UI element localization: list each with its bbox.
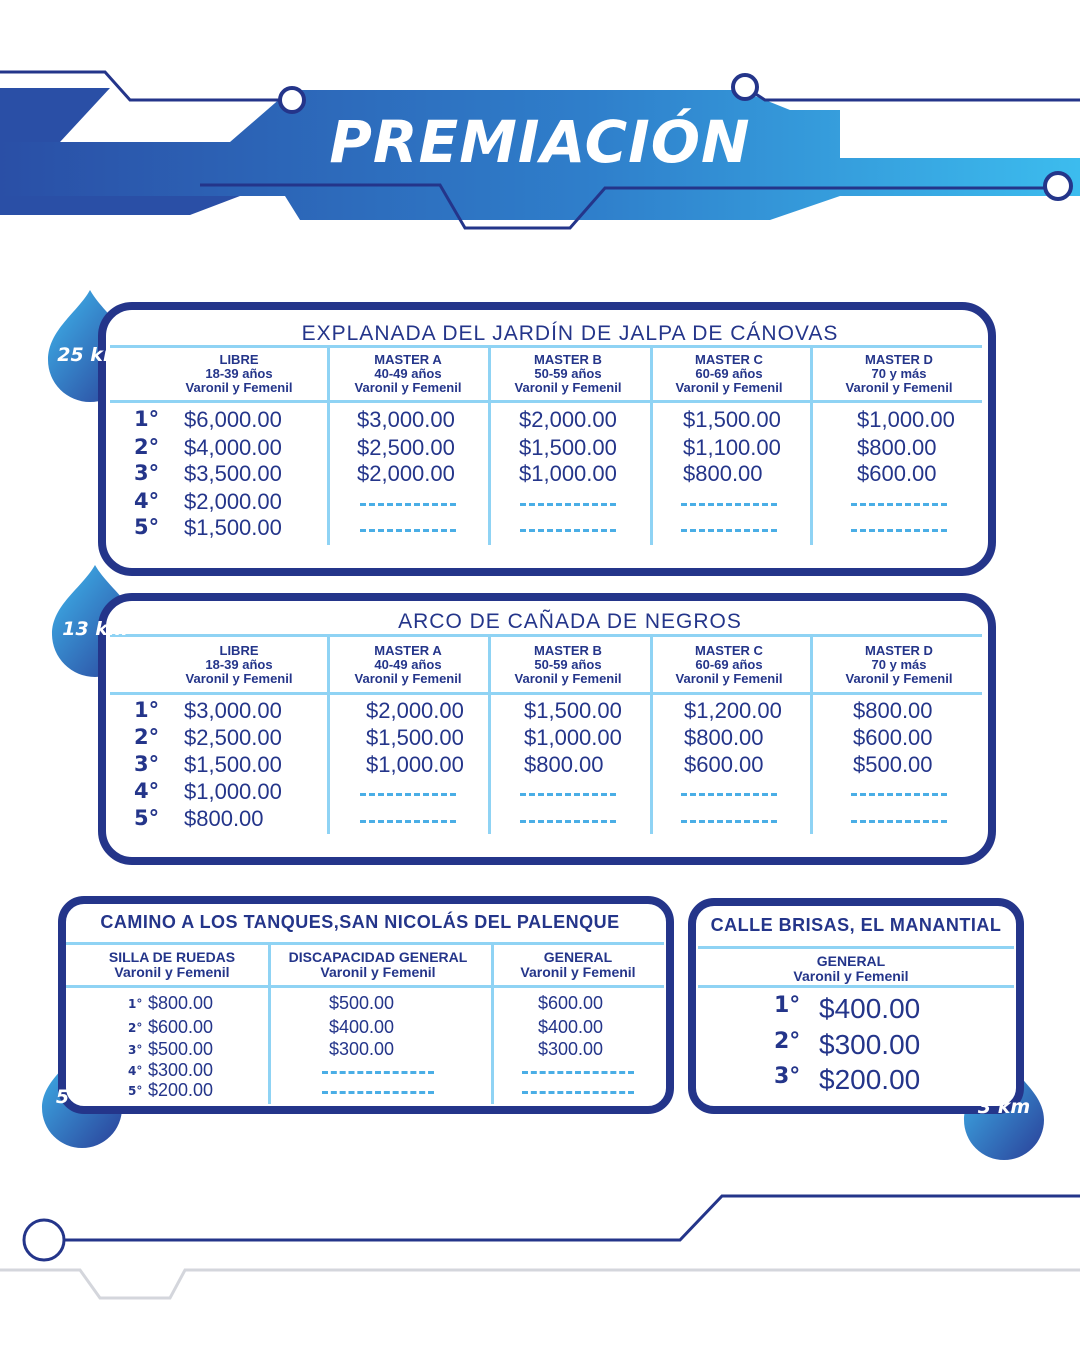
prize-value: $1,500.00 bbox=[184, 752, 282, 777]
category-gender: Varonil y Femenil bbox=[520, 964, 636, 980]
category-name: MASTER D bbox=[865, 643, 933, 658]
divider bbox=[66, 985, 664, 988]
prize-value: $1,000.00 bbox=[857, 407, 955, 432]
divider bbox=[110, 345, 982, 348]
place-label: 1° bbox=[128, 997, 143, 1011]
prize-value: $1,000.00 bbox=[519, 461, 617, 486]
prize-value: $3,000.00 bbox=[357, 407, 455, 432]
category-gender: Varonil y Femenil bbox=[354, 671, 462, 686]
place-label: 2° bbox=[774, 1029, 801, 1054]
empty-prize-dashes bbox=[851, 820, 947, 823]
distance-label-5km: 5 km bbox=[55, 1086, 109, 1108]
category-gender: Varonil y Femenil bbox=[185, 380, 293, 395]
empty-prize-dashes bbox=[520, 503, 616, 506]
prize-value: $800.00 bbox=[857, 435, 937, 460]
place-label: 1° bbox=[774, 993, 801, 1018]
prize-value: $300.00 bbox=[819, 1029, 921, 1060]
category-gender: Varonil y Femenil bbox=[354, 380, 462, 395]
empty-prize-dashes bbox=[520, 529, 616, 532]
category-ages: 18-39 años bbox=[205, 657, 273, 672]
place-label: 3° bbox=[128, 1043, 143, 1057]
category-name: MASTER A bbox=[374, 352, 442, 367]
empty-prize-dashes bbox=[322, 1071, 434, 1074]
empty-prize-dashes bbox=[522, 1071, 634, 1074]
category-gender: Varonil y Femenil bbox=[845, 671, 953, 686]
category-ages: 70 y más bbox=[871, 366, 927, 381]
category-ages: 18-39 años bbox=[205, 366, 273, 381]
prize-value: $500.00 bbox=[853, 752, 933, 777]
divider bbox=[66, 942, 664, 945]
prize-value: $1,500.00 bbox=[519, 435, 617, 460]
prize-value: $3,000.00 bbox=[184, 698, 282, 723]
divider bbox=[698, 985, 1014, 988]
prize-value: $400.00 bbox=[329, 1017, 395, 1037]
empty-prize-dashes bbox=[360, 793, 456, 796]
place-label: 2° bbox=[134, 435, 160, 459]
location-25km: EXPLANADA DEL JARDÍN DE JALPA DE CÁNOVAS bbox=[301, 322, 839, 345]
prize-value: $300.00 bbox=[148, 1060, 214, 1080]
prize-value: $1,500.00 bbox=[366, 725, 464, 750]
category-name: LIBRE bbox=[219, 643, 259, 658]
category-gender: Varonil y Femenil bbox=[514, 380, 622, 395]
category-name: MASTER A bbox=[374, 643, 442, 658]
prize-value: $1,100.00 bbox=[683, 435, 781, 460]
category-ages: 50-59 años bbox=[534, 657, 602, 672]
column-divider bbox=[810, 634, 813, 834]
category-ages: 60-69 años bbox=[695, 366, 763, 381]
prize-value: $400.00 bbox=[538, 1017, 604, 1037]
distance-label-13km: 13 km bbox=[62, 618, 128, 640]
category-name: LIBRE bbox=[219, 352, 259, 367]
prize-value: $1,500.00 bbox=[683, 407, 781, 432]
prize-value: $800.00 bbox=[524, 752, 604, 777]
category-gender: Varonil y Femenil bbox=[114, 964, 230, 980]
divider bbox=[110, 400, 982, 403]
prize-value: $1,500.00 bbox=[524, 698, 622, 723]
prize-value: $800.00 bbox=[683, 461, 763, 486]
category-ages: 70 y más bbox=[871, 657, 927, 672]
place-label: 2° bbox=[128, 1021, 143, 1035]
prize-value: $600.00 bbox=[857, 461, 937, 486]
prize-value: $2,000.00 bbox=[366, 698, 464, 723]
divider bbox=[698, 946, 1014, 949]
category-name: DISCAPACIDAD GENERAL bbox=[288, 949, 468, 965]
prize-value: $4,000.00 bbox=[184, 435, 282, 460]
prize-value: $600.00 bbox=[684, 752, 764, 777]
prize-value: $1,000.00 bbox=[366, 752, 464, 777]
prize-value: $600.00 bbox=[853, 725, 933, 750]
category-ages: 50-59 años bbox=[534, 366, 602, 381]
prize-value: $2,500.00 bbox=[357, 435, 455, 460]
category-ages: 40-49 años bbox=[374, 657, 442, 672]
prize-value: $1,000.00 bbox=[184, 779, 282, 804]
place-label: 5° bbox=[134, 515, 160, 539]
prize-value: $300.00 bbox=[538, 1039, 604, 1059]
category-ages: 60-69 años bbox=[695, 657, 763, 672]
category-gender: Varonil y Femenil bbox=[675, 380, 783, 395]
empty-prize-dashes bbox=[522, 1091, 634, 1094]
empty-prize-dashes bbox=[681, 503, 777, 506]
category-name: GENERAL bbox=[543, 949, 613, 965]
empty-prize-dashes bbox=[681, 820, 777, 823]
prize-value: $2,500.00 bbox=[184, 725, 282, 750]
category-gender: Varonil y Femenil bbox=[514, 671, 622, 686]
place-label: 5° bbox=[134, 806, 160, 830]
distance-label-3km: 3 km bbox=[977, 1096, 1031, 1118]
category-name: MASTER C bbox=[695, 643, 763, 658]
empty-prize-dashes bbox=[681, 793, 777, 796]
empty-prize-dashes bbox=[520, 820, 616, 823]
prize-value: $500.00 bbox=[329, 993, 395, 1013]
empty-prize-dashes bbox=[360, 820, 456, 823]
place-label: 3° bbox=[774, 1064, 801, 1089]
location-3km: CALLE BRISAS, EL MANANTIAL bbox=[710, 915, 1002, 935]
distance-label-25km: 25 km bbox=[57, 344, 123, 366]
column-divider bbox=[810, 345, 813, 545]
prize-value: $2,000.00 bbox=[357, 461, 455, 486]
empty-prize-dashes bbox=[360, 529, 456, 532]
place-label: 4° bbox=[134, 489, 160, 513]
empty-prize-dashes bbox=[360, 503, 456, 506]
prize-value: $2,000.00 bbox=[184, 489, 282, 514]
prize-value: $1,500.00 bbox=[184, 515, 282, 540]
prize-value: $600.00 bbox=[148, 1017, 214, 1037]
prize-value: $1,200.00 bbox=[684, 698, 782, 723]
prize-value: $1,000.00 bbox=[524, 725, 622, 750]
category-name: SILLA DE RUEDAS bbox=[108, 949, 236, 965]
category-gender: Varonil y Femenil bbox=[185, 671, 293, 686]
category-gender: Varonil y Femenil bbox=[320, 964, 436, 980]
prize-value: $800.00 bbox=[684, 725, 764, 750]
prize-value: $800.00 bbox=[184, 806, 264, 831]
category-gender: Varonil y Femenil bbox=[793, 968, 909, 984]
place-label: 4° bbox=[134, 779, 160, 803]
category-gender: Varonil y Femenil bbox=[675, 671, 783, 686]
empty-prize-dashes bbox=[851, 793, 947, 796]
prize-value: $800.00 bbox=[853, 698, 933, 723]
empty-prize-dashes bbox=[322, 1091, 434, 1094]
place-label: 3° bbox=[134, 752, 160, 776]
location-5km: CAMINO A LOS TANQUES,SAN NICOLÁS DEL PALENQUE bbox=[100, 912, 620, 932]
prize-value: $2,000.00 bbox=[519, 407, 617, 432]
location-13km: ARCO DE CAÑADA DE NEGROS bbox=[398, 610, 742, 633]
empty-prize-dashes bbox=[681, 529, 777, 532]
place-label: 2° bbox=[134, 725, 160, 749]
category-name: GENERAL bbox=[816, 953, 886, 969]
place-label: 1° bbox=[134, 698, 160, 722]
place-label: 1° bbox=[134, 407, 160, 431]
category-gender: Varonil y Femenil bbox=[845, 380, 953, 395]
prize-value: $3,500.00 bbox=[184, 461, 282, 486]
category-name: MASTER D bbox=[865, 352, 933, 367]
category-name: MASTER B bbox=[534, 352, 602, 367]
category-name: MASTER C bbox=[695, 352, 763, 367]
divider bbox=[110, 634, 982, 637]
prize-value: $300.00 bbox=[329, 1039, 395, 1059]
prize-value: $500.00 bbox=[148, 1039, 214, 1059]
prize-value: $200.00 bbox=[819, 1064, 921, 1095]
place-label: 5° bbox=[128, 1084, 143, 1098]
page-title: PREMIACIÓN bbox=[329, 108, 751, 176]
category-name: MASTER B bbox=[534, 643, 602, 658]
prize-value: $200.00 bbox=[148, 1080, 214, 1100]
prize-value: $800.00 bbox=[148, 993, 214, 1013]
divider bbox=[110, 692, 982, 695]
prize-value: $6,000.00 bbox=[184, 407, 282, 432]
prize-value: $400.00 bbox=[819, 993, 921, 1024]
prize-value: $600.00 bbox=[538, 993, 604, 1013]
place-label: 4° bbox=[128, 1064, 143, 1078]
empty-prize-dashes bbox=[520, 793, 616, 796]
place-label: 3° bbox=[134, 461, 160, 485]
empty-prize-dashes bbox=[851, 503, 947, 506]
category-ages: 40-49 años bbox=[374, 366, 442, 381]
empty-prize-dashes bbox=[851, 529, 947, 532]
